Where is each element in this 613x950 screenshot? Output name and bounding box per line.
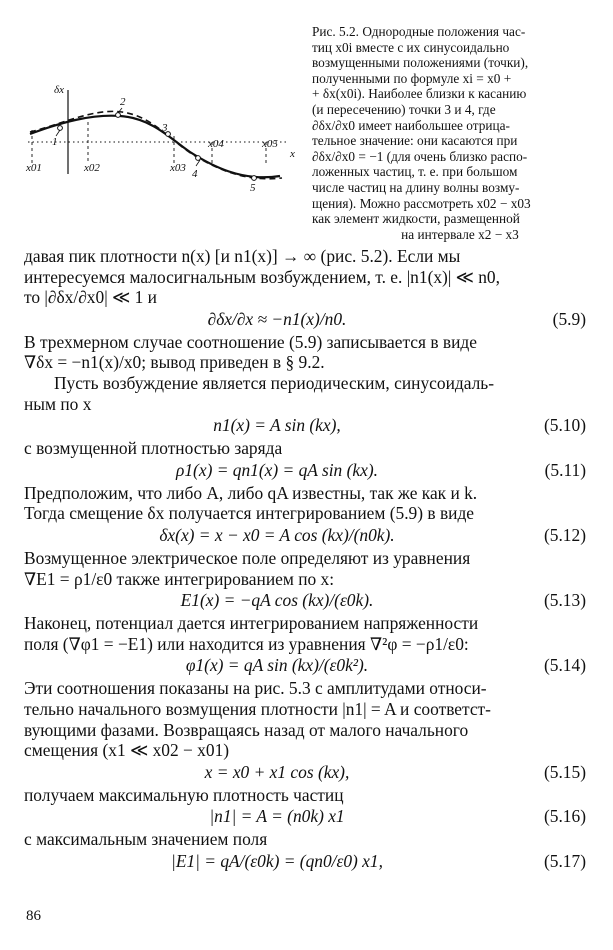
caption-line: ложенных частиц, т. е. при большом <box>312 164 518 180</box>
equation-number: (5.13) <box>543 590 586 611</box>
text-line: вующими фазами. Возвращаясь назад от малого начального <box>24 719 469 740</box>
equation-5-10 <box>24 415 590 437</box>
equation-5-12 <box>24 525 590 547</box>
equation-number: (5.17) <box>543 850 586 871</box>
text-line: Наконец, потенциал дается интегрированием напряженности <box>24 613 479 634</box>
equation-5-15 <box>24 762 590 784</box>
equation-number: (5.9) <box>552 308 586 329</box>
equation-expression: ρ1(x) = qn1(x) = qA sin (kx). <box>176 459 378 480</box>
equation-5-14 <box>24 655 590 677</box>
equation-number: (5.12) <box>543 524 586 545</box>
y-axis-label: δx <box>54 84 64 96</box>
equation-number: (5.10) <box>543 415 586 436</box>
text-line: Возмущенное электрическое поле определяют из уравнения <box>24 547 471 568</box>
label-x01: x01 <box>26 162 42 174</box>
equation-number: (5.14) <box>543 655 586 676</box>
equation-5-9 <box>24 309 590 331</box>
equation-number: (5.11) <box>544 459 586 480</box>
caption-line: ∂δx/∂x0 = −1 (для очень близко распо- <box>312 148 528 164</box>
label-point-5: 5 <box>250 182 256 194</box>
figure-drawing <box>22 78 302 198</box>
text-line: Эти соотношения показаны на рис. 5.3 с амплитудами относи- <box>24 678 487 699</box>
text-line: интересуемся малосигнальным возбуждением, т. е. |n1(x)| ≪ n0, <box>24 266 500 287</box>
caption-line: Рис. 5.2. Однородные положения час- <box>312 24 526 39</box>
caption-line: как элемент жидкости, размещенной <box>312 211 520 227</box>
caption-line: + δx(x0i). Наиболее близки к касанию <box>312 86 527 102</box>
label-point-3: 3 <box>162 122 168 134</box>
main-text <box>24 246 590 874</box>
text-line: ным по x <box>24 393 92 414</box>
text-line: тельно начального возмущения плотности |n1| = A и соответст- <box>24 698 491 719</box>
text-line: с возмущенной плотностью заряда <box>24 438 283 459</box>
caption-line: тиц x0i вместе с их синусоидально <box>312 39 510 55</box>
equation-expression: ∂δx/∂x ≈ −n1(x)/n0. <box>207 308 347 329</box>
text-line: Тогда смещение δx получается интегрированием (5.9) в виде <box>24 503 475 524</box>
equation-expression: φ1(x) = qA sin (kx)/(ε0k²). <box>185 655 369 676</box>
label-point-4: 4 <box>192 168 198 180</box>
equation-5-16 <box>24 806 590 828</box>
equation-5-11 <box>24 460 590 482</box>
equation-expression: δx(x) = x − x0 = A cos (kx)/(n0k). <box>159 524 395 545</box>
text-line: с максимальным значением поля <box>24 829 268 850</box>
label-x03: x03 <box>170 162 186 174</box>
text-line: то |∂δx/∂x0| ≪ 1 и <box>24 287 157 308</box>
caption-line: возмущенными положениями (точки), <box>312 55 529 71</box>
equation-number: (5.15) <box>543 761 586 782</box>
equation-expression: x = x0 + x1 cos (kx), <box>204 761 350 782</box>
caption-line: (и пересечению) точки 3 и 4, где <box>312 101 496 117</box>
equation-number: (5.16) <box>543 806 586 827</box>
equation-expression: E1(x) = −qA cos (kx)/(ε0k). <box>180 590 374 611</box>
point-2 <box>116 113 121 118</box>
figure-caption <box>312 24 588 242</box>
equation-5-17 <box>24 851 590 873</box>
text-line: ∇δx = −n1(x)/x0; вывод приведен в § 9.2. <box>24 352 325 373</box>
text-line: ∇E1 = ρ1/ε0 также интегрированием по x: <box>24 568 335 589</box>
caption-line: тельное значение: они касаются при <box>312 133 518 149</box>
label-x05: x05 <box>262 138 278 150</box>
caption-line: ∂δx/∂x0 имеет наибольшее отрица- <box>312 117 510 133</box>
caption-line: полученными по формуле xi = x0 + <box>312 70 512 86</box>
label-point-2: 2 <box>120 96 126 108</box>
text-line: получаем максимальную плотность частиц <box>24 784 344 805</box>
caption-line: щения). Можно рассмотреть x02 − x03 <box>312 195 531 211</box>
equation-5-13 <box>24 590 590 612</box>
figure-5-2 <box>22 78 302 198</box>
point-4 <box>196 156 201 161</box>
text-line: поля (∇φ1 = −E1) или находится из уравнения ∇²φ = −ρ1/ε0: <box>24 633 469 654</box>
equation-expression: |n1| = A = (n0k) x1 <box>209 806 345 827</box>
text-line: В трехмерном случае соотношение (5.9) записывается в виде <box>24 331 477 352</box>
point-1 <box>58 126 63 131</box>
equation-expression: n1(x) = A sin (kx), <box>213 415 341 436</box>
equation-expression: |E1| = qA/(ε0k) = (qn0/ε0) x1, <box>171 850 383 871</box>
x-axis-label: x <box>290 148 295 160</box>
point-5 <box>252 176 257 181</box>
page-number: 86 <box>26 908 41 924</box>
caption-line: на интервале x2 − x3 <box>401 226 519 242</box>
text-line: Пусть возбуждение является периодическим, синусоидаль- <box>54 372 494 393</box>
caption-line: числе частиц на длину волны возму- <box>312 179 520 195</box>
label-x04: x04 <box>208 138 224 150</box>
text-line: Предположим, что либо A, либо qA известны, так же как и k. <box>24 482 478 503</box>
text-line: давая пик плотности n(x) [и n1(x)] → ∞ (рис. 5.2). Если мы <box>24 246 461 266</box>
text-line: смещения (x1 ≪ x02 − x01) <box>24 740 230 761</box>
label-point-1: 1 <box>52 136 58 148</box>
label-x02: x02 <box>84 162 100 174</box>
